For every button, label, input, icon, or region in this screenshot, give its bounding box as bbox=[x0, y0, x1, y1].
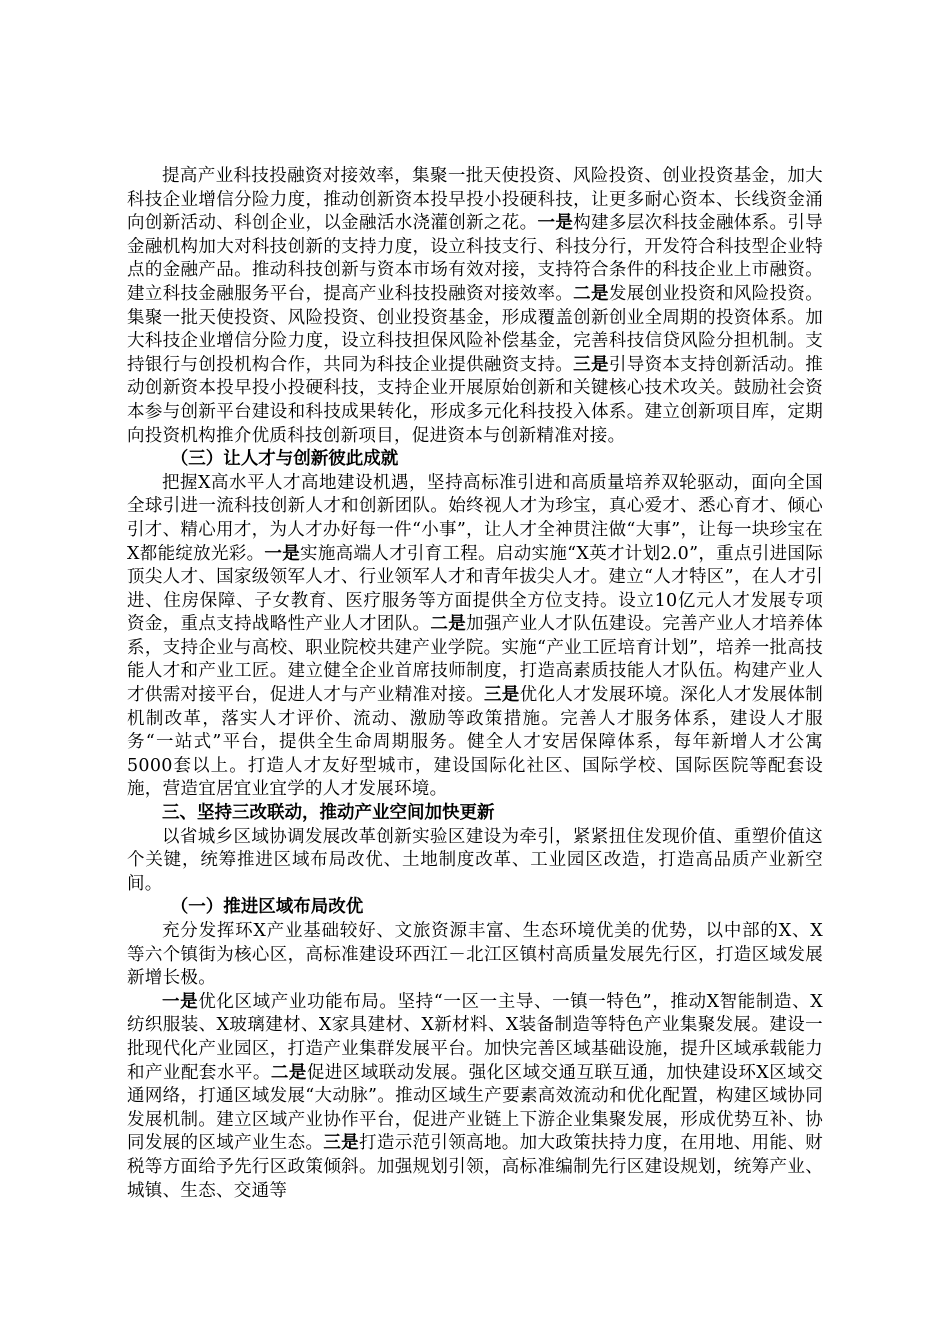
text-run: 优化人才发展环境。深化人才发展体制机制改革，落实人才评价、流动、激励等政策措施。完善人才服务体系，建设人才服务“一站式”平台，提供全生命周期服务。健全人才安居保障体系，每年新增人才公寓5000套以上。打造人才友好型城市，建设国际化社区、国际学校、国际医院等配套设施，营造宜居宜业宜学的人才发展环境。 bbox=[127, 685, 823, 800]
paragraph bbox=[127, 165, 823, 448]
bold-keyword: 三是 bbox=[323, 1133, 360, 1154]
text-run: （三）让人才与创新彼此成就 bbox=[170, 449, 399, 470]
paragraph bbox=[127, 991, 823, 1203]
bold-keyword: 一是 bbox=[537, 213, 574, 234]
text-run: 充分发挥环X产业基础较好、文旅资源丰富、生态环境优美的优势，以中部的X、X等六个镇街为核心区，高标准建设环西江－北江区镇村高质量发展先行区，打造区域发展新增长极。 bbox=[127, 921, 823, 989]
text-run: 引导资本支持创新活动。推动创新资本投早投小投硬科技，支持企业开展原始创新和关键核心技术攻关。鼓励社会资本参与创新平台建设和科技成果转化，形成多元化科技投入体系。建立创新项目库，定期向投资机构推介优质科技创新项目，促进资本与创新精准对接。 bbox=[127, 354, 823, 446]
subsection-heading bbox=[127, 448, 823, 472]
subsection-heading bbox=[127, 896, 823, 920]
text-run: 实施高端人才引育工程。启动实施“X英才计划2.0”，重点引进国际顶尖人才、国家级领军人才、行业领军人才和青年拔尖人才。建立“人才特区”，在人才引进、住房保障、子女教育、医疗服务等方面提供全方位支持。设立10亿元人才发展专项资金，重点支持战略性产业人才团队。 bbox=[127, 543, 824, 635]
text-run: 三、坚持三改联动，推动产业空间加快更新 bbox=[162, 803, 495, 824]
paragraph bbox=[127, 826, 823, 897]
text-run: 加强产业人才队伍建设。完善产业人才培养体系，支持企业与高校、职业院校共建产业学院。实施“产业工匠培育计划”，培养一批高技能人才和产业工匠。建立健全企业首席技师制度，打造高素质技能人才队伍。构建产业人才供需对接平台，促进人才与产业精准对接。 bbox=[127, 614, 823, 706]
text-run: 发展创业投资和风险投资。集聚一批天使投资、风险投资、创业投资基金，形成覆盖创新创业全周期的投资体系。加大科技企业增信分险力度，设立科技担保风险补偿基金，完善科技信贷风险分担机制。支持银行与创投机构合作，共同为科技企业提供融资支持。 bbox=[127, 283, 823, 375]
bold-keyword: 二是 bbox=[270, 1062, 307, 1083]
text-run: （一）推进区域布局改优 bbox=[170, 897, 364, 918]
bold-keyword: 一是 bbox=[162, 991, 199, 1012]
text-run: 提高产业科技投融资对接效率，集聚一批天使投资、风险投资、创业投资基金，加大科技企业增信分险力度，推动创新资本投早投小投硬科技，让更多耐心资本、长线资金涌向创新活动、科创企业，以金融活水浇灌创新之花。 bbox=[127, 166, 823, 234]
bold-keyword: 二是 bbox=[573, 283, 609, 304]
text-run: 把握X高水平人才高地建设机遇，坚持高标准引进和高质量培养双轮驱动，面向全国全球引进一流科技创新人才和创新团队。始终视人才为珍宝，真心爱才、悉心育才、倾心引才、精心用才，为人才办好每一件“小事”，让人才全神贯注做“大事”，让每一块珍宝在X都能绽放光彩。 bbox=[127, 472, 823, 564]
text-run: 构建多层次科技金融体系。引导金融机构加大对科技创新的支持力度，设立科技支行、科技分行，开发符合科技型企业特点的金融产品。推动科技创新与资本市场有效对接，支持符合条件的科技企业上市融资。建立科技金融服务平台，提高产业科技投融资对接效率。 bbox=[127, 213, 823, 304]
bold-keyword: 二是 bbox=[430, 614, 467, 635]
text-run: 优化区域产业功能布局。坚持“一区一主导、一镇一特色”，推动X智能制造、X纺织服装、X玻璃建材、X家具建材、X新材料、X装备制造等特色产业集聚发展。建设一批现代化产业园区，打造产业集群发展平台。加快完善区域基础设施，提升区域承载能力和产业配套水平。 bbox=[127, 991, 824, 1083]
text-run: 打造示范引领高地。加大政策扶持力度，在用地、用能、财税等方面给予先行区政策倾斜。加强规划引领，高标准编制先行区建设规划，统筹产业、城镇、生态、交通等 bbox=[127, 1133, 823, 1201]
text-run: 以省城乡区域协调发展改革创新实验区建设为牵引，紧紧扭住发现价值、重塑价值这个关键，统筹推进区域布局改优、土地制度改革、工业园区改造，打造高品质产业新空间。 bbox=[127, 826, 823, 894]
section-heading bbox=[127, 802, 823, 826]
bold-keyword: 一是 bbox=[264, 543, 301, 564]
bold-keyword: 三是 bbox=[573, 354, 609, 375]
paragraph bbox=[127, 920, 823, 991]
text-run: 促进区域联动发展。强化区域交通互联互通，加快建设环X区域交通网络，打通区域发展“大动脉”。推动区域生产要素高效流动和优化配置，构建区域协同发展机制。建立区域产业协作平台，促进产业链上下游企业集聚发展，形成优势互补、协同发展的区域产业生态。 bbox=[127, 1062, 823, 1154]
paragraph bbox=[127, 472, 823, 802]
bold-keyword: 三是 bbox=[483, 685, 520, 706]
